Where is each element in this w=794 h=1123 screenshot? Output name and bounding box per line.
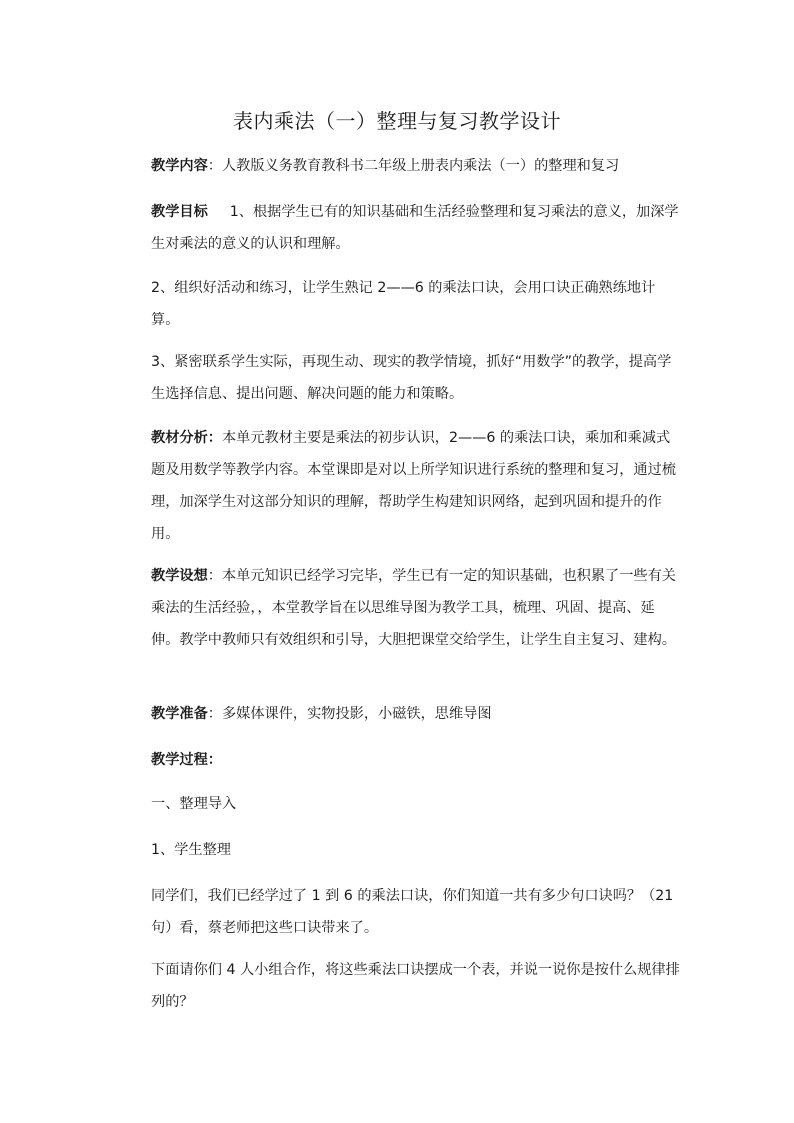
teaching-content-text: ：人教版义务教育教科书二年级上册表内乘法（一）的整理和复习 [207, 158, 620, 174]
section-1-heading: 一、整理导入 [151, 796, 237, 812]
teaching-design-paragraph [151, 560, 681, 656]
material-analysis-paragraph [151, 422, 681, 550]
subsection-1-heading: 1、学生整理 [151, 842, 231, 858]
objective-item-2: 2、组织好活动和练习，让学生熟记 2——6 的乘法口诀，会用口诀正确熟练地计算。 [151, 280, 656, 328]
teaching-prep-text: ：多媒体课件，实物投影，小磁铁，思维导图 [207, 706, 492, 722]
document-title: 表内乘法（一）整理与复习教学设计 [233, 109, 561, 133]
teaching-objectives-label: 教学目标 [151, 204, 208, 220]
teaching-objectives-paragraph [151, 196, 681, 260]
teaching-content-paragraph [151, 150, 681, 182]
body-paragraph-2: 下面请你们 4 人小组合作，将这些乘法口诀摆成一个表，并说一说你是按什么规律排列的？ [151, 962, 680, 1010]
teaching-prep-label: 教学准备 [151, 706, 208, 722]
teaching-prep-paragraph [151, 698, 681, 730]
objective-item-3: 3、紧密联系学生实际，再现生动、现实的教学情境，抓好“用数学”的教学，提高学生选择信息、提出问题、解决问题的能力和策略。 [151, 354, 672, 402]
material-analysis-label: 教材分析： [151, 430, 222, 446]
material-analysis-text: 本单元教材主要是乘法的初步认识，2——6 的乘法口诀，乘加和乘减式题及用数学等教学内容。本堂课即是对以上所学知识进行系统的整理和复习，通过梳理，加深学生对这部分知识的理解，帮助学生构建知识网络，起到巩固和提升的作用。 [151, 430, 676, 542]
teaching-content-label: 教学内容 [151, 158, 208, 174]
teaching-process-heading: 教学过程： [151, 752, 222, 768]
teaching-design-text: ：本单元知识已经学习完毕，学生已有一定的知识基础，也积累了一些有关乘法的生活经验，，本堂教学旨在以思维导图为教学工具，梳理、巩固、提高、延伸。教学中教师只有效组织和引导，大胆把课堂交给学生，让学生自主复习、建构。 [151, 568, 676, 648]
objective-item-1: 1、根据学生已有的知识基础和生活经验整理和复习乘法的意义，加深学生对乘法的意义的认识和理解。 [151, 204, 679, 252]
body-paragraph-1: 同学们，我们已经学过了 1 到 6 的乘法口诀，你们知道一共有多少句口诀吗？（21 句）看，蔡老师把这些口诀带来了。 [151, 888, 674, 936]
teaching-design-label: 教学设想 [151, 568, 208, 584]
